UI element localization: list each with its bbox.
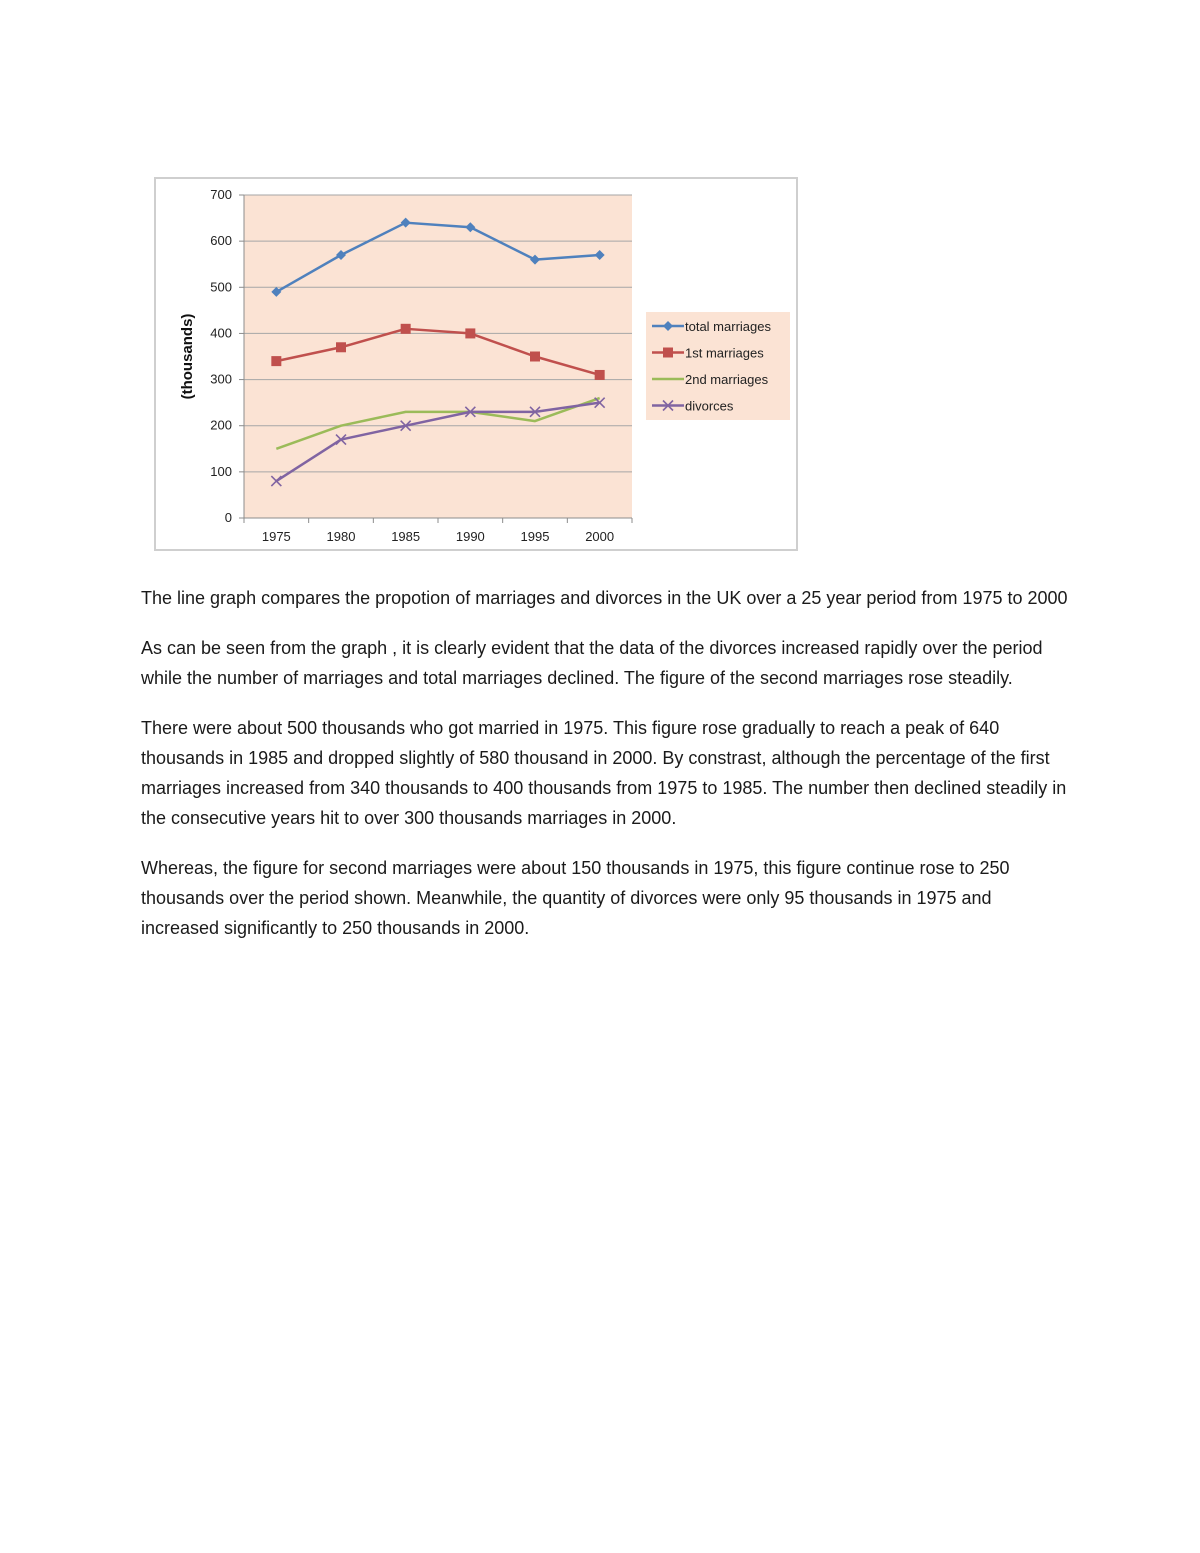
data-point-square xyxy=(595,370,605,380)
legend-label: 1st marriages xyxy=(685,345,764,361)
data-point-square xyxy=(401,324,411,334)
data-point-square xyxy=(465,328,475,338)
legend-label: total marriages xyxy=(685,319,771,334)
line-chart xyxy=(154,177,798,551)
data-point-square xyxy=(530,352,540,362)
y-tick-label: 300 xyxy=(210,371,232,387)
y-axis-title: (thousands) xyxy=(179,313,196,400)
y-tick-label: 0 xyxy=(224,510,232,525)
x-tick-label: 1995 xyxy=(520,529,550,544)
x-tick-label: 2000 xyxy=(585,529,615,544)
y-tick-label: 600 xyxy=(210,233,232,249)
y-tick-label: 700 xyxy=(210,187,232,202)
paragraph-4: Whereas, the figure for second marriages were about 150 thousands in 1975, this figure continue rose to 250 thousands over the period shown. Meanwhile, the quantity of divorces were only 95 thousands in 1975 and increased significantly to 250 thousands in 2000. xyxy=(141,858,1010,938)
chart-canvas xyxy=(156,179,800,553)
y-tick-label: 400 xyxy=(210,325,232,341)
data-point-square xyxy=(663,348,673,358)
paragraph-2: As can be seen from the graph , it is clearly evident that the data of the divorces increased rapidly over the period while the number of marriages and total marriages declined. The figure of the second marriages rose steadily. xyxy=(141,638,1043,688)
paragraph-3: There were about 500 thousands who got married in 1975. This figure rose gradually to reach a peak of 640 thousands in 1985 and dropped slightly of 580 thousand in 2000. By constrast, although the percentage of the first marriages increased from 340 thousands to 400 thousands from 1975 to 1985. The number then declined steadily in the consecutive years hit to over 300 thousands marriages in 2000. xyxy=(141,718,1067,828)
x-tick-label: 1975 xyxy=(261,529,291,544)
essay-text xyxy=(141,583,1071,963)
data-point-square xyxy=(271,356,281,366)
paragraph-1: The line graph compares the propotion of marriages and divorces in the UK over a 25 year period from 1975 to 2000 xyxy=(141,588,1068,608)
data-point-square xyxy=(336,342,346,352)
legend-label: divorces xyxy=(685,398,734,414)
x-tick-label: 1985 xyxy=(391,529,421,544)
y-tick-label: 200 xyxy=(210,417,232,433)
x-tick-label: 1980 xyxy=(326,529,356,544)
y-tick-label: 500 xyxy=(210,279,232,295)
x-tick-label: 1990 xyxy=(455,529,485,544)
y-tick-label: 100 xyxy=(210,463,232,479)
legend-label: 2nd marriages xyxy=(685,372,769,387)
